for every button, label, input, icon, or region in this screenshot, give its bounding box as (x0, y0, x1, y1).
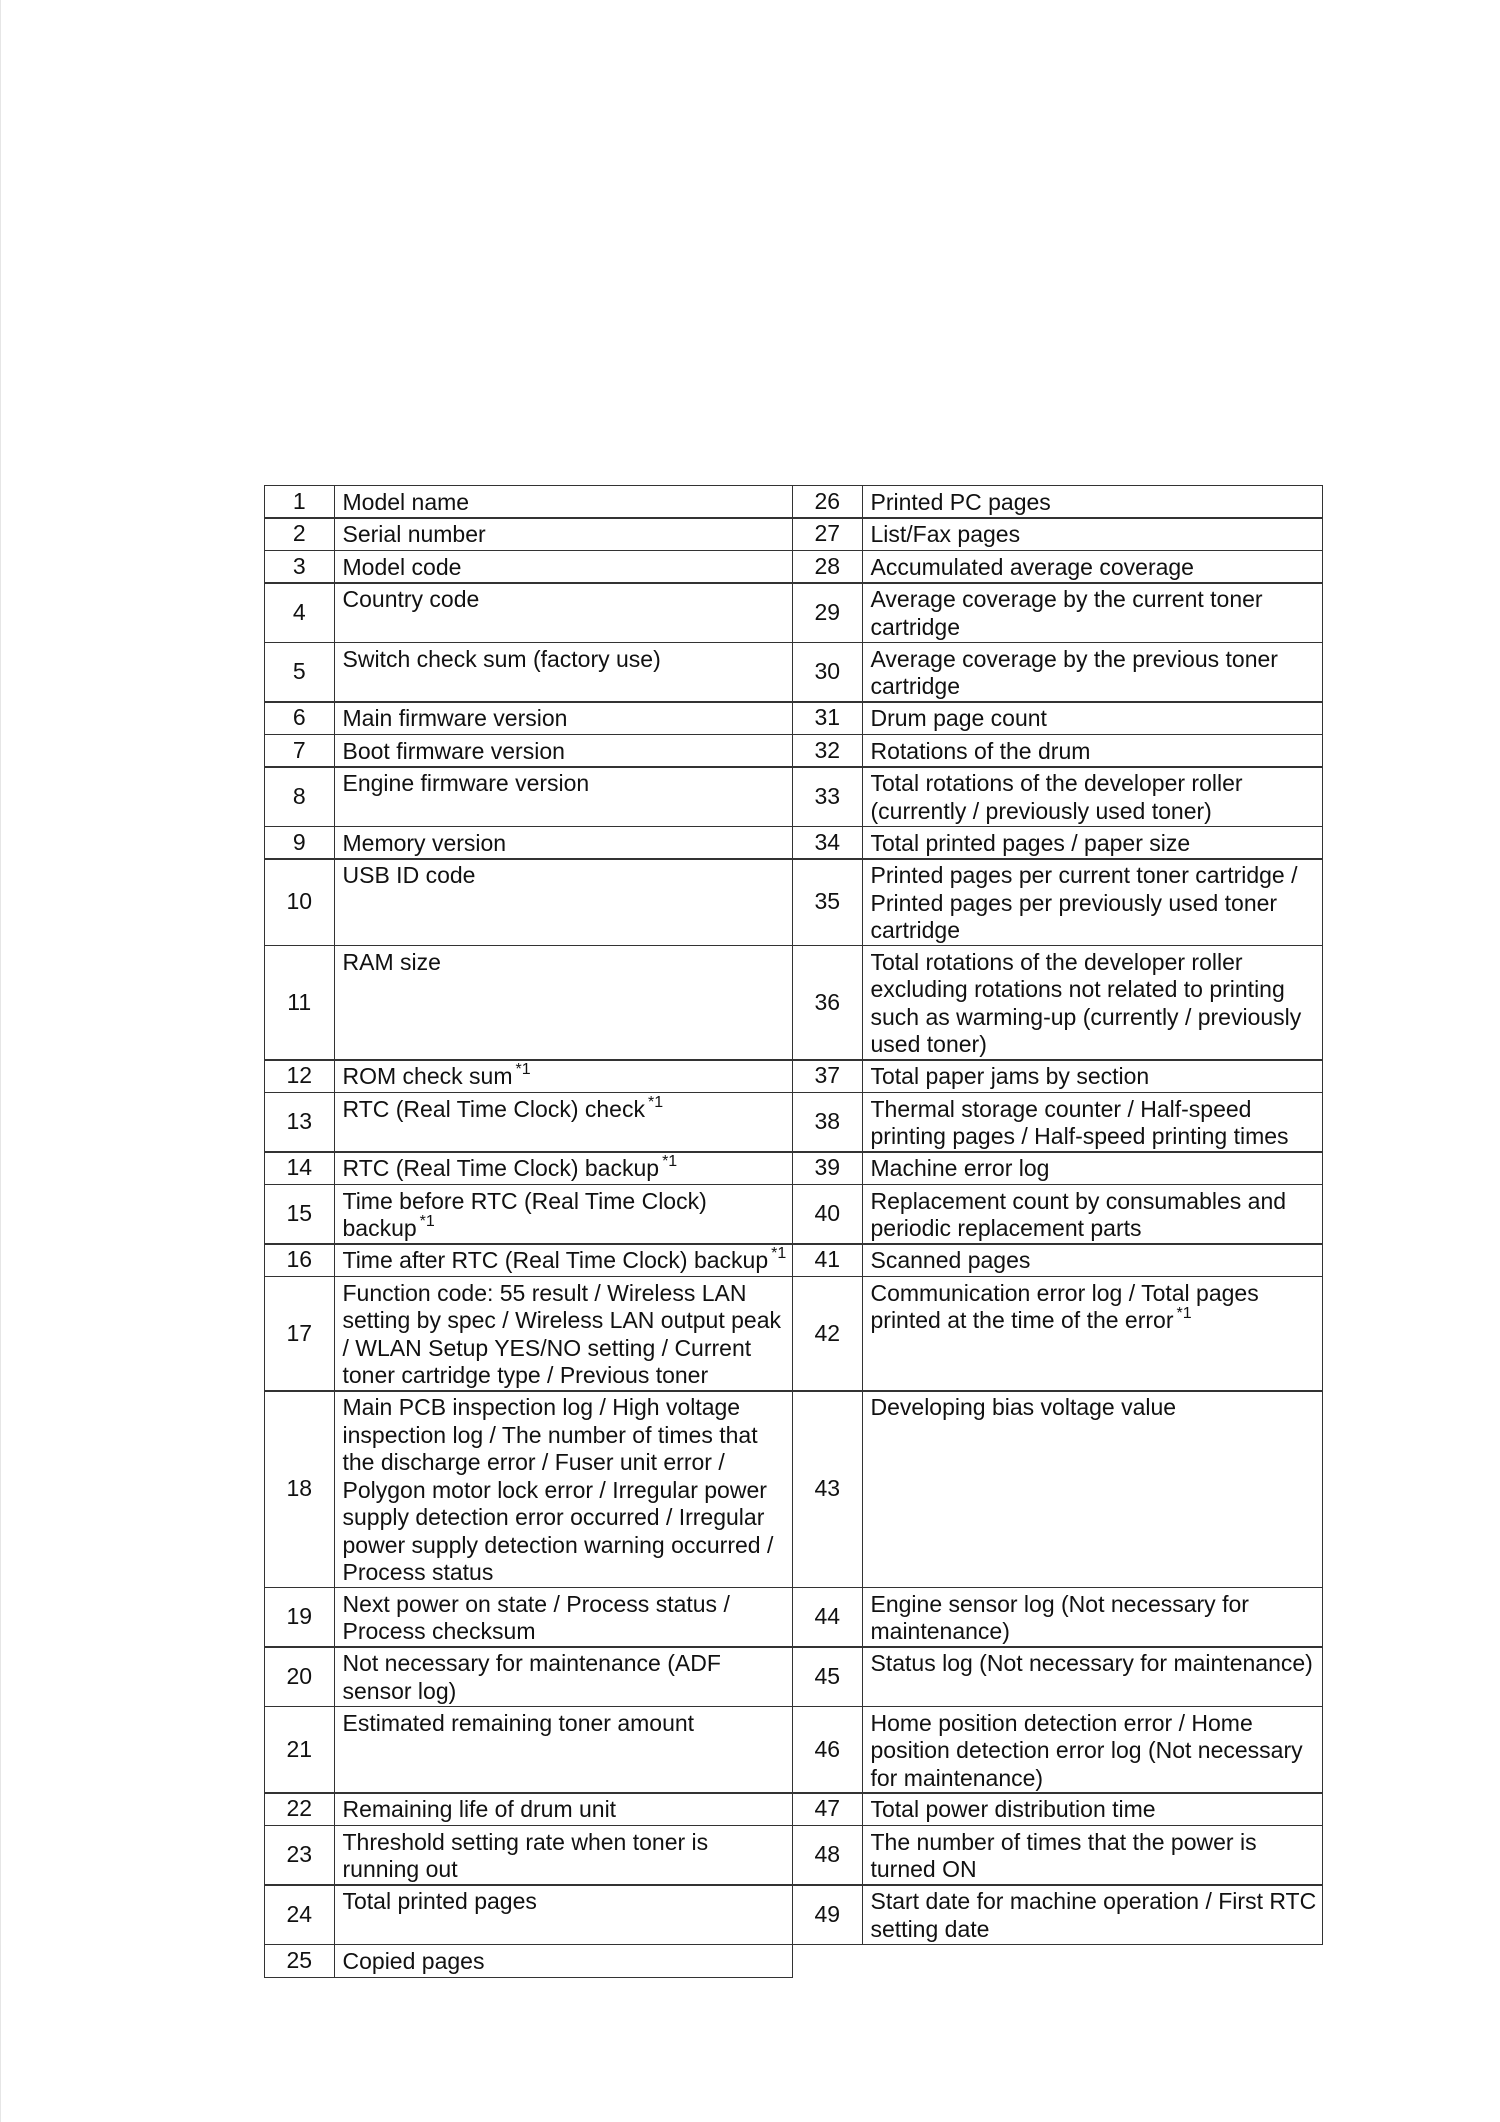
description-text: Status log (Not necessary for maintenance) (870, 1650, 1313, 1676)
row-number: 2 (264, 517, 336, 551)
row-number: 5 (264, 642, 336, 703)
row-description (862, 701, 1324, 735)
row-number: 49 (792, 1884, 864, 1945)
row-number: 32 (792, 734, 864, 768)
row-description (334, 1706, 794, 1794)
row-description (334, 1276, 794, 1392)
row-description (334, 1184, 794, 1245)
row-description (334, 858, 794, 946)
row-description (862, 1092, 1324, 1153)
row-number: 45 (792, 1646, 864, 1707)
empty-cell (793, 1945, 863, 1978)
row-number: 34 (792, 826, 864, 860)
description-text: Communication error log / Total pages printed at the time of the error (870, 1279, 1259, 1333)
row-description (334, 945, 794, 1061)
row-number: 20 (264, 1646, 336, 1707)
row-description (334, 1884, 794, 1945)
footnote-marker: *1 (419, 1213, 435, 1230)
row-description (334, 1646, 794, 1707)
row-description (862, 1706, 1324, 1794)
row-number: 37 (792, 1059, 864, 1093)
description-text: Estimated remaining toner amount (342, 1709, 695, 1736)
row-description (334, 701, 794, 735)
description-text: Developing bias voltage value (870, 1394, 1177, 1420)
description-text: Printed pages per current toner cartridge / Printed pages per previously used toner cartridge (870, 862, 1298, 943)
row-description (334, 1587, 794, 1648)
row-description (334, 550, 794, 584)
page-edge (0, 0, 1, 2122)
description-text: Engine firmware version (342, 770, 590, 796)
row-number: 44 (792, 1587, 864, 1648)
row-description (862, 1184, 1324, 1245)
row-number: 17 (264, 1276, 336, 1392)
description-text: Time after RTC (Real Time Clock) backup (342, 1247, 769, 1273)
row-description (334, 734, 794, 768)
description-text: Model code (342, 553, 462, 580)
description-text: Memory version (342, 829, 507, 856)
description-text: Main firmware version (342, 705, 568, 731)
row-number: 41 (792, 1243, 864, 1277)
row-number: 31 (792, 701, 864, 735)
description-text: Time before RTC (Real Time Clock) backup (342, 1187, 707, 1241)
row-number: 16 (264, 1243, 336, 1277)
row-number: 30 (792, 642, 864, 703)
row-number: 9 (264, 826, 336, 860)
description-text: Total power distribution time (870, 1796, 1156, 1822)
description-text: Home position detection error / Home position detection error log (Not necessary for maintenance) (870, 1709, 1303, 1791)
row-number: 27 (792, 517, 864, 551)
row-number: 14 (264, 1151, 336, 1185)
row-description (334, 826, 794, 860)
description-text: Next power on state / Process status / Process checksum (342, 1590, 730, 1644)
row-description (334, 1792, 794, 1826)
row-number: 6 (264, 701, 336, 735)
row-number: 48 (792, 1825, 864, 1886)
row-description (862, 1884, 1324, 1945)
row-description (334, 1944, 794, 1978)
description-text: Model name (342, 488, 470, 515)
description-text: Copied pages (342, 1947, 485, 1974)
row-number: 36 (792, 945, 864, 1061)
description-text: Replacement count by consumables and periodic replacement parts (870, 1187, 1287, 1241)
row-description (862, 945, 1324, 1061)
empty-cell (863, 1945, 1323, 1978)
row-number: 8 (264, 766, 336, 827)
row-description (862, 517, 1324, 551)
description-text: RAM size (342, 948, 441, 975)
description-text: Engine sensor log (Not necessary for maintenance) (870, 1590, 1249, 1644)
row-number: 39 (792, 1151, 864, 1185)
description-text: ROM check sum (342, 1063, 513, 1089)
row-description (334, 1390, 794, 1588)
row-number: 15 (264, 1184, 336, 1245)
description-text: Threshold setting rate when toner is running out (342, 1828, 709, 1882)
description-text: Total paper jams by section (870, 1063, 1150, 1089)
description-text: Machine error log (870, 1155, 1050, 1181)
row-description (862, 550, 1324, 584)
description-text: Total rotations of the developer roller excluding rotations not related to printing such as warming-up (currently / previously used toner) (870, 948, 1302, 1057)
description-text: Average coverage by the current toner cartridge (870, 586, 1263, 640)
description-text: Thermal storage counter / Half-speed printing pages / Half-speed printing times (870, 1095, 1289, 1149)
footnote-marker: *1 (771, 1245, 787, 1262)
description-text: Not necessary for maintenance (ADF sensor log) (342, 1650, 721, 1704)
row-number: 25 (264, 1944, 336, 1978)
description-text: Total rotations of the developer roller (currently / previously used toner) (870, 770, 1243, 824)
footnote-marker: *1 (647, 1093, 664, 1111)
description-text: RTC (Real Time Clock) check (342, 1095, 645, 1122)
row-description (334, 517, 794, 551)
row-description (334, 1151, 794, 1185)
description-text: The number of times that the power is turned ON (870, 1828, 1257, 1882)
description-text: Average coverage by the previous toner cartridge (870, 645, 1278, 699)
footnote-marker: *1 (515, 1061, 531, 1078)
description-text: Drum page count (870, 705, 1047, 731)
description-text: List/Fax pages (870, 521, 1021, 547)
row-number: 38 (792, 1092, 864, 1153)
description-text: Switch check sum (factory use) (342, 645, 661, 672)
description-text: Rotations of the drum (870, 737, 1091, 764)
row-description (862, 826, 1324, 860)
row-description (334, 1243, 794, 1277)
row-number: 19 (264, 1587, 336, 1648)
description-text: Country code (342, 586, 480, 612)
row-description (862, 1059, 1324, 1093)
row-description (862, 1276, 1324, 1392)
description-text: Scanned pages (870, 1247, 1031, 1273)
row-description (862, 1792, 1324, 1826)
description-text: Start date for machine operation / First RTC setting date (870, 1888, 1317, 1942)
row-number: 28 (792, 550, 864, 584)
description-text: Main PCB inspection log / High voltage inspection log / The number of times that the discharge error / Fuser unit error / Polygon motor lock error / Irregular power supply detection error occurred / Irregular power supply detection warning occurred / Process status (342, 1394, 774, 1585)
description-text: Total printed pages (342, 1888, 537, 1914)
row-number: 18 (264, 1390, 336, 1588)
row-description (334, 1059, 794, 1093)
row-description (862, 582, 1324, 643)
row-description (862, 1587, 1324, 1648)
row-number: 1 (264, 485, 336, 519)
description-text: Function code: 55 result / Wireless LAN setting by spec / Wireless LAN output peak / WLAN Setup YES/NO setting / Current toner cartridge type / Previous toner (342, 1279, 781, 1388)
row-number: 3 (264, 550, 336, 584)
row-description (862, 1151, 1324, 1185)
row-number: 13 (264, 1092, 336, 1153)
row-number: 4 (264, 582, 336, 643)
row-number: 12 (264, 1059, 336, 1093)
row-number: 22 (264, 1792, 336, 1826)
row-description (334, 766, 794, 827)
row-number: 43 (792, 1390, 864, 1588)
row-number: 24 (264, 1884, 336, 1945)
description-text: Remaining life of drum unit (342, 1796, 617, 1822)
footnote-marker: *1 (662, 1153, 678, 1170)
row-number: 26 (792, 485, 864, 519)
row-number: 42 (792, 1276, 864, 1392)
row-number: 29 (792, 582, 864, 643)
row-description (334, 485, 794, 519)
description-text: USB ID code (342, 862, 476, 888)
description-text: Accumulated average coverage (870, 553, 1194, 580)
row-description (862, 642, 1324, 703)
row-number: 40 (792, 1184, 864, 1245)
row-description (862, 485, 1324, 519)
row-number: 35 (792, 858, 864, 946)
row-description (862, 734, 1324, 768)
row-number: 11 (264, 945, 336, 1061)
row-number: 47 (792, 1792, 864, 1826)
description-text: Serial number (342, 521, 486, 547)
row-description (862, 858, 1324, 946)
row-description (334, 1825, 794, 1886)
row-number: 21 (264, 1706, 336, 1794)
row-description (334, 582, 794, 643)
row-number: 10 (264, 858, 336, 946)
description-text: Printed PC pages (870, 488, 1051, 515)
row-description (862, 1825, 1324, 1886)
row-number: 23 (264, 1825, 336, 1886)
row-description (862, 1646, 1324, 1707)
description-text: Boot firmware version (342, 737, 565, 764)
row-number: 7 (264, 734, 336, 768)
row-number: 46 (792, 1706, 864, 1794)
row-description (862, 1390, 1324, 1588)
footnote-marker: *1 (1176, 1305, 1192, 1322)
row-number: 33 (792, 766, 864, 827)
row-description (862, 1243, 1324, 1277)
row-description (334, 1092, 794, 1153)
description-text: RTC (Real Time Clock) backup (342, 1155, 660, 1181)
description-text: Total printed pages / paper size (870, 829, 1191, 856)
function-code-table (265, 486, 1323, 1978)
row-description (862, 766, 1324, 827)
row-description (334, 642, 794, 703)
